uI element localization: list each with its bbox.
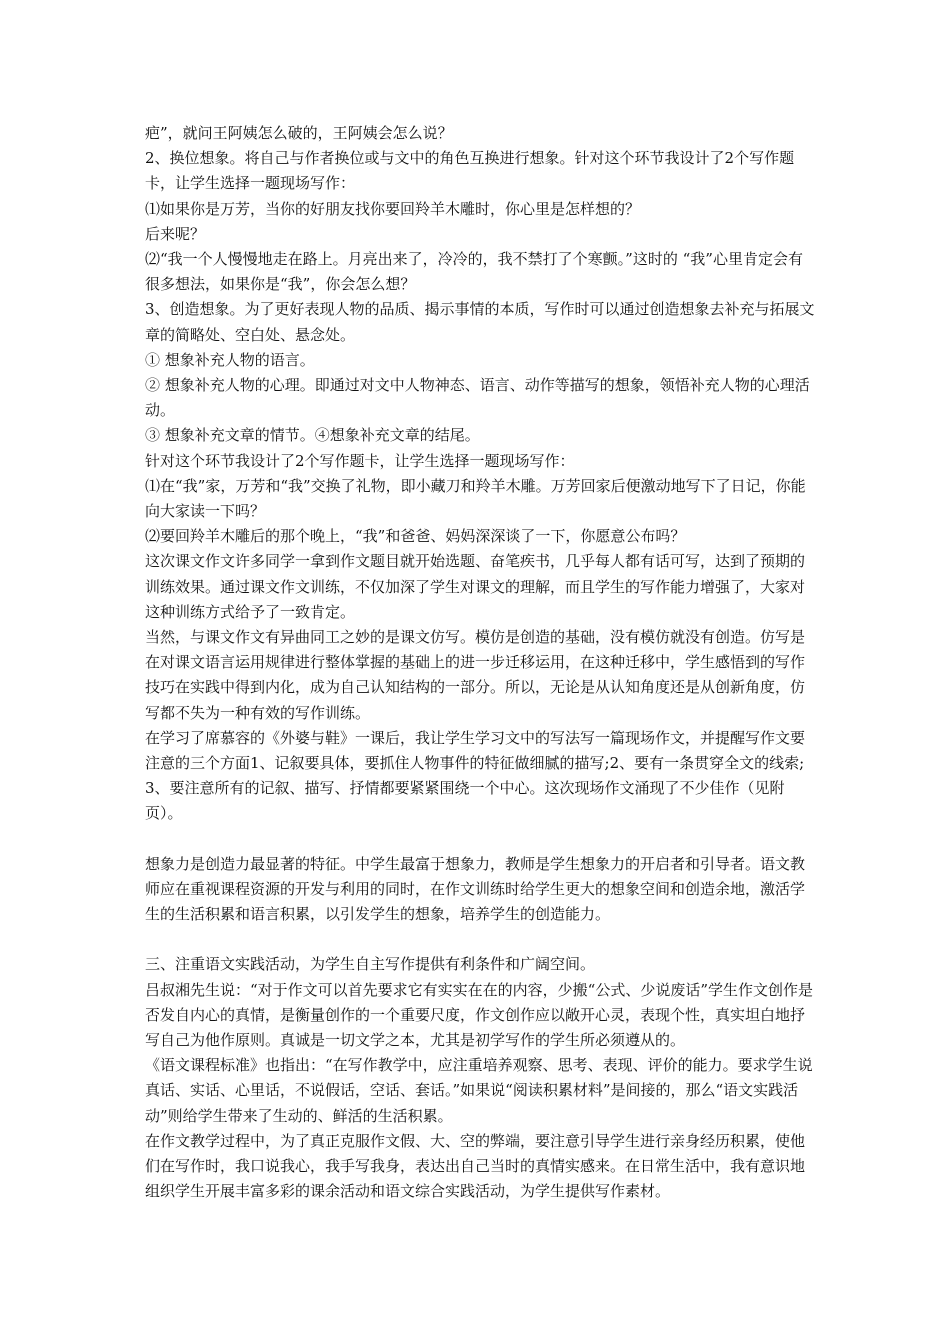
paragraph: ⑴如果你是万芳，当你的好朋友找你要回羚羊木雕时，你心里是怎样想的？ bbox=[145, 199, 641, 218]
paragraph: 2、换位想象。将自己与作者换位或与文中的角色互换进行想象。针对这个环节我设计了2个写作题卡，让学生选择一题现场写作： bbox=[145, 149, 795, 193]
section-heading: 三、注重语文实践活动，为学生自主写作提供有利条件和广阔空间。 bbox=[145, 955, 596, 974]
blank-line bbox=[145, 827, 815, 852]
paragraph: 疤”，就问王阿姨怎么破的，王阿姨会怎么说？ bbox=[145, 124, 453, 142]
paragraph: 《语文课程标准》也指出：“在写作教学中，应注重培养观察、思考、表现、评价的能力。要求学生说真话、实话、心里话，不说假话，空话、套话。”如果说“阅读积累材料”是间接的，那么“语文实践活动”则给学生带来了生动的、鲜活的生活积累。 bbox=[145, 1056, 813, 1125]
paragraph: ③ 想象补充文章的情节。④想象补充文章的结尾。 bbox=[145, 426, 480, 445]
paragraph: ⑵要回羚羊木雕后的那个晚上，“我”和爸爸、妈妈深深谈了一下，你愿意公布吗？ bbox=[145, 527, 686, 546]
paragraph: ① 想象补充人物的语言。 bbox=[145, 350, 315, 369]
paragraph: 在学习了席慕容的《外婆与鞋》一课后，我让学生学习文中的写法写一篇现场作文，并提醒写作文要注意的三个方面1、记叙要具体，要抓住人物事件的特征做细腻的描写;2、要有一条贯穿全文的线索;3、要注意所有的记叙、描写、抒情都要紧紧围绕一个中心。这次现场作文涌现了不少佳作（见附页）。 bbox=[145, 728, 806, 823]
paragraph: 3、创造想象。为了更好表现人物的品质、揭示事情的本质，写作时可以通过创造想象去补充与拓展文章的简略处、空白处、悬念处。 bbox=[145, 300, 815, 344]
paragraph: 吕叔湘先生说：“对于作文可以首先要求它有实实在在的内容，少搬“公式、少说废话”学生作文创作是否发自内心的真情，是衡量创作的一个重要尺度，作文创作应以敞开心灵，表现个性，真实坦白地抒写自己为他作原则。真诚是一切文学之本，尤其是初学写作的学生所必须遵从的。 bbox=[145, 980, 814, 1049]
paragraph: 想象力是创造力最显著的特征。中学生最富于想象力，教师是学生想象力的开启者和引导者。语文教师应在重视课程资源的开发与利用的同时，在作文训练时给学生更大的想象空间和创造余地，激活学生的生活积累和语言积累，以引发学生的想象，培养学生的创造能力。 bbox=[145, 854, 806, 924]
paragraph: 当然，与课文作文有异曲同工之妙的是课文仿写。模仿是创造的基础，没有模仿就没有创造。仿写是在对课文语言运用规律进行整体掌握的基础上的进一步迁移运用，在这种迁移中，学生感悟到的写作技巧在实践中得到内化，成为自己认知结构的一部分。所以，无论是从认知角度还是从创新角度，仿写都不失为一种有效的写作训练。 bbox=[145, 628, 806, 722]
paragraph: 后来呢？ bbox=[145, 224, 206, 243]
paragraph: 这次课文作文许多同学一拿到作文题目就开始选题、奋笔疾书，几乎每人都有话可写，达到了预期的训练效果。通过课文作文训练，不仅加深了学生对课文的理解，而且学生的写作能力增强了，大家对这种训练方式给予了一致肯定。 bbox=[145, 552, 806, 621]
paragraph: 在作文教学过程中，为了真正克服作文假、大、空的弊端，要注意引导学生进行亲身经历积累，使他们在写作时，我口说我心，我手写我身，表达出自己当时的真情实感来。在日常生活中，我有意识地组织学生开展丰富多彩的课余活动和语文综合实践活动，为学生提供写作素材。 bbox=[145, 1131, 806, 1201]
paragraph: ② 想象补充人物的心理。即通过对文中人物神态、语言、动作等描写的想象，领悟补充人物的心理活动。 bbox=[145, 376, 810, 420]
blank-line bbox=[145, 927, 815, 952]
paragraph: 针对这个环节我设计了2个写作题卡，让学生选择一题现场写作： bbox=[145, 451, 575, 470]
paragraph: ⑴在“我”家，万芳和“我”交换了礼物，即小藏刀和羚羊木雕。万芳回家后便激动地写下了日记，你能向大家读一下吗？ bbox=[145, 476, 806, 521]
paragraph: ⑵“我一个人慢慢地走在路上。月亮出来了，冷冷的，我不禁打了个寒颤。”这时的 “我”心里肯定会有很多想法，如果你是“我”，你会怎么想？ bbox=[145, 250, 803, 294]
document-body bbox=[145, 121, 815, 1204]
